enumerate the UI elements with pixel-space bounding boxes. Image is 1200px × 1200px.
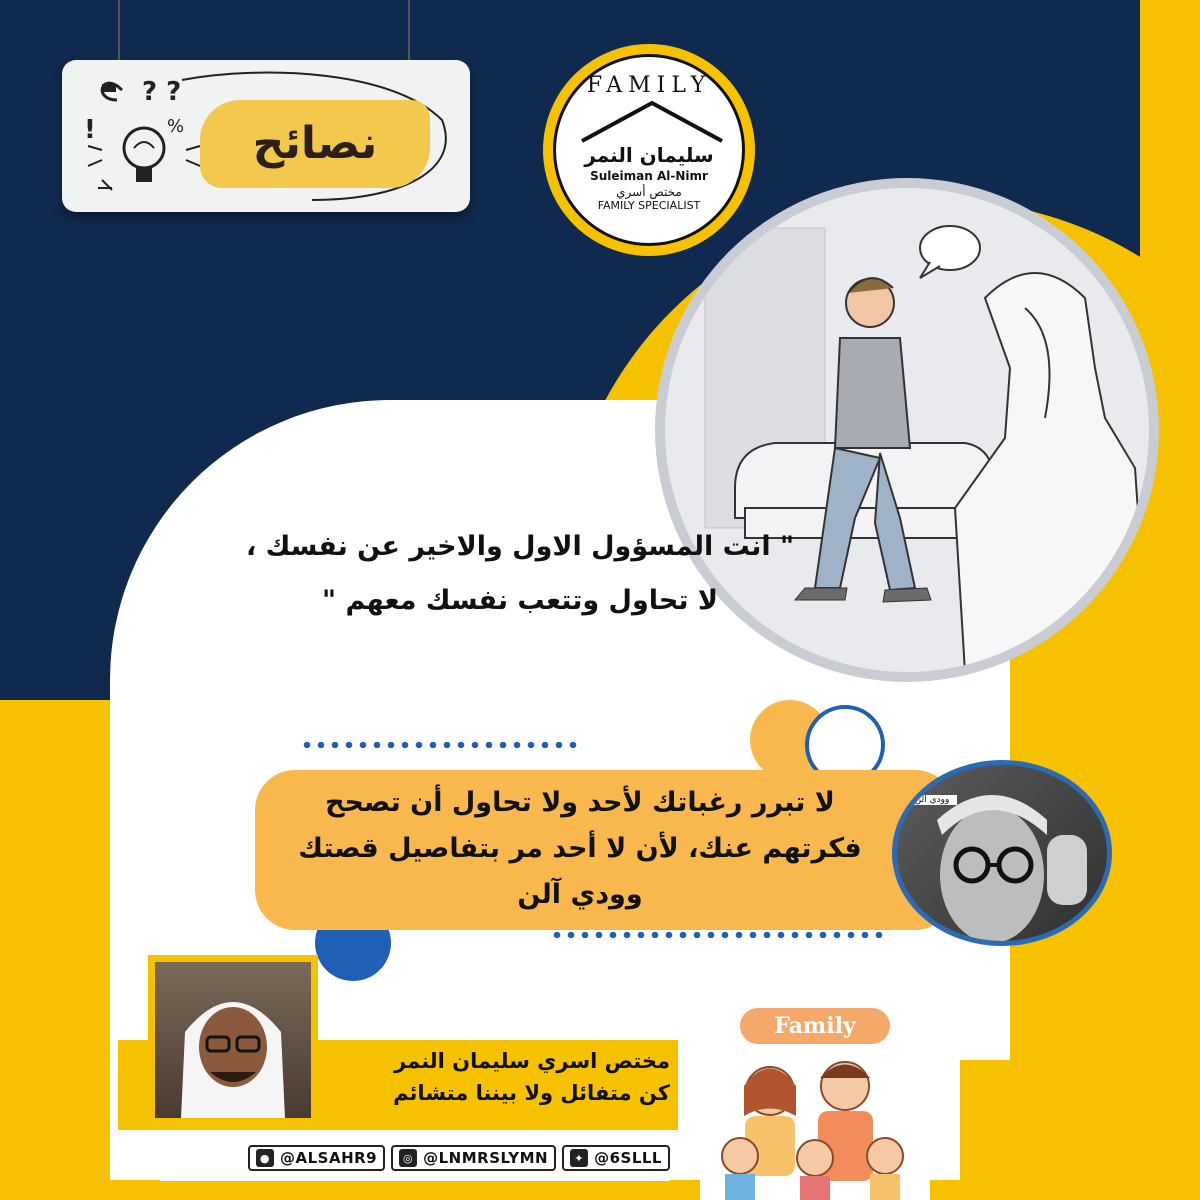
signature-line1: مختص اسري سليمان النمر (394, 1049, 670, 1073)
logo-name-en: Suleiman Al-Nimr (590, 169, 708, 183)
svg-text:? ?: ? ? (142, 77, 182, 107)
background-yellow-right (1140, 0, 1200, 1200)
snapchat-icon: ● (256, 1149, 274, 1167)
quote2-author: وودي آلن (517, 879, 643, 910)
roof-icon (578, 97, 726, 147)
logo-brand: FAMILY (586, 73, 712, 98)
decor-dots-top (300, 742, 580, 748)
quote1-line1: " انت المسؤول الاول والاخير عن نفسك ، (245, 531, 795, 562)
portrait-caption: وودي الن (907, 795, 957, 805)
logo-title-ar: مختص أسري (616, 185, 682, 199)
svg-text:%: % (167, 116, 185, 137)
snapchat-handle: @ALSAHR9 (279, 1149, 378, 1167)
family-badge: Family (740, 1008, 890, 1044)
logo-name-ar: سليمان النمر (584, 143, 714, 167)
portrait-image (897, 765, 1107, 941)
social-handles (160, 1135, 670, 1181)
profile-photo (155, 962, 311, 1118)
quote1-line2: لا تحاول وتتعب نفسك معهم " (321, 585, 719, 616)
social-snapchat[interactable] (248, 1145, 385, 1171)
social-instagram[interactable] (391, 1145, 556, 1171)
svg-text:!: ! (84, 115, 96, 145)
signature-line2: كن متفائل ولا بيننا متشائم (393, 1081, 670, 1105)
quote2-line2: فكرتهم عنك، لأن لا أحد مر بتفاصيل قصتك (298, 833, 862, 864)
quote-woody-allen (270, 780, 890, 918)
instagram-icon: ◎ (399, 1149, 417, 1167)
twitter-handle: @6SLLL (594, 1149, 662, 1167)
sign-title: نصائح (252, 118, 378, 169)
instagram-handle: @LNMRSLYMN (423, 1149, 549, 1167)
woody-allen-photo (897, 765, 1107, 941)
decor-dots-bottom (550, 932, 890, 938)
social-twitter[interactable] (562, 1145, 670, 1171)
quote-responsibility (180, 520, 860, 628)
logo (553, 54, 745, 246)
twitter-icon: ✦ (570, 1149, 588, 1167)
quote2-line1: لا تبرر رغباتك لأحد ولا تحاول أن تصحح (325, 787, 835, 818)
logo-title-en: FAMILY SPECIALIST (597, 199, 701, 212)
profile-image (155, 962, 311, 1118)
signature-text (330, 1045, 670, 1109)
family-cartoon-image (700, 1046, 930, 1200)
family-illustration (700, 1000, 930, 1200)
